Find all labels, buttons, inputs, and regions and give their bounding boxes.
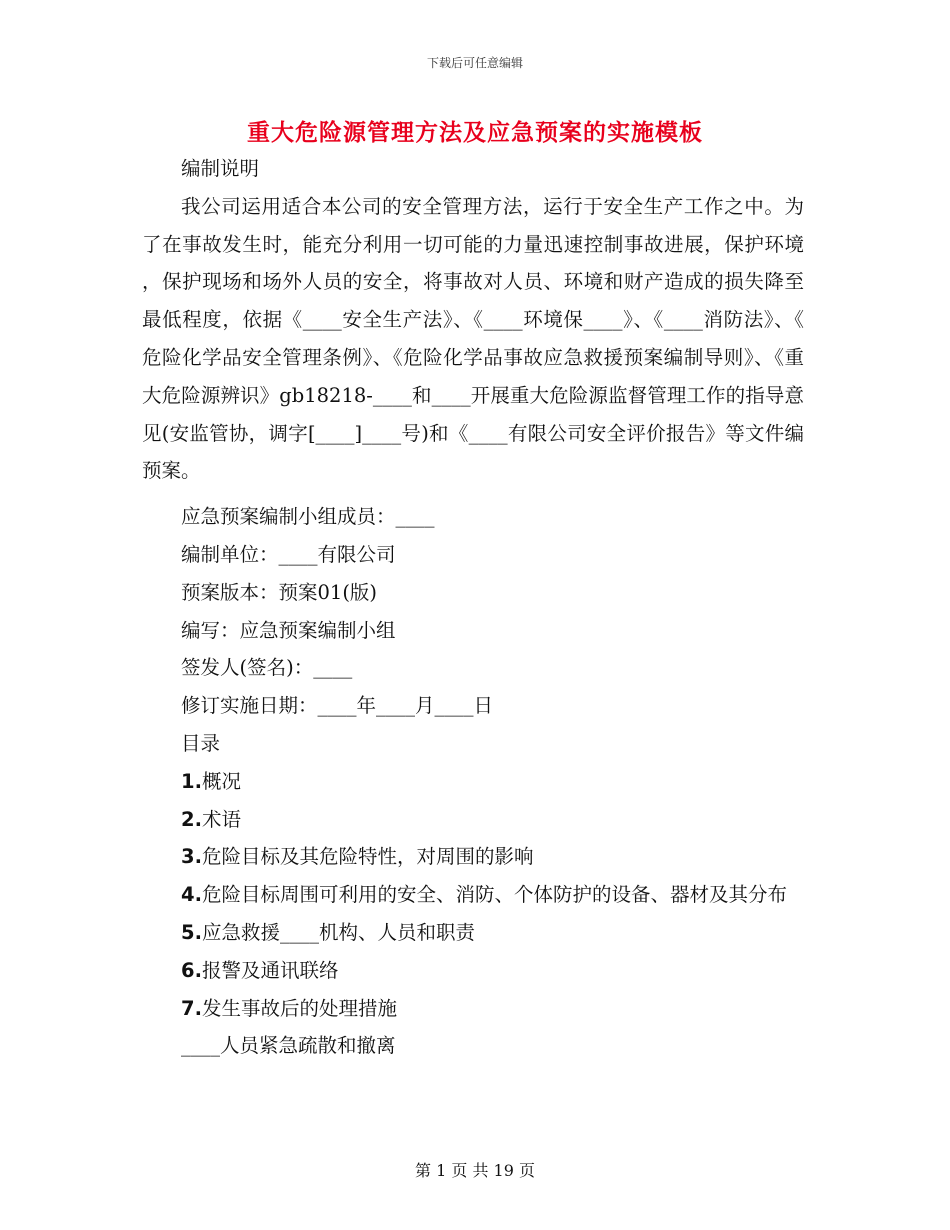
toc-item-number: 2. <box>181 807 202 831</box>
toc-label: 目录 <box>181 731 221 755</box>
toc-item-text: 概况 <box>201 769 241 793</box>
toc-item-text: 发生事故后的处理措施 <box>201 996 397 1020</box>
toc-item-number: 6. <box>181 958 202 982</box>
meta-unit: 编制单位：____有限公司 <box>181 542 396 566</box>
toc-item <box>142 876 804 914</box>
toc-item <box>142 952 804 990</box>
toc-item-text: 危险目标周围可利用的安全、消防、个体防护的设备、器材及其分布 <box>201 883 787 907</box>
toc-item-number: 3. <box>181 845 202 869</box>
toc-item <box>142 990 804 1028</box>
toc-item <box>142 763 804 801</box>
meta-version: 预案版本：预案01(版) <box>181 580 378 604</box>
intro-paragraph: 我公司运用适合本公司的安全管理方法，运行于安全生产工作之中。为了在事故发生时，能充分利用一切可能的力量迅速控制事故进展，保护环境，保护现场和场外人员的安全，将事故对人员、环境和财产造成的损失降至最低程度，依据《____安全生产法》、《____环境保____》、《____消防法》、《危险化学品安全管理条例》、《危险化学品事故应急救援预案编制导则》、《重大危险源辨识》gb18218-____和____开展重大危险源监督管理工作的指导意见(安监管协，调字[____]____号)和《____有限公司安全评价报告》等文件编预案。 <box>142 194 804 483</box>
header-note: 下载后可任意编辑 <box>426 56 523 70</box>
meta-signer: 签发人(签名)：____ <box>181 656 353 680</box>
meta-date: 修订实施日期：____年____月____日 <box>181 694 494 718</box>
toc-item-text: 危险目标及其危险特性，对周围的影响 <box>201 845 534 869</box>
toc-item <box>142 838 804 876</box>
toc-item-text: 报警及通讯联络 <box>201 958 339 982</box>
toc-item-text: 术语 <box>201 807 241 831</box>
meta-author: 编写：应急预案编制小组 <box>181 618 396 642</box>
toc-item-text: 应急救援____机构、人员和职责 <box>201 920 475 944</box>
toc-item-number: 7. <box>181 996 202 1020</box>
document-title: 重大危险源管理方法及应急预案的实施模板 <box>247 120 703 146</box>
toc-item <box>142 914 804 952</box>
section-label: 编制说明 <box>181 157 260 180</box>
toc-item <box>142 801 804 839</box>
meta-members: 应急预案编制小组成员：____ <box>181 505 435 529</box>
toc-item-number: 4. <box>181 883 202 907</box>
toc-item-number: 5. <box>181 920 202 944</box>
toc-item-number: 1. <box>181 769 202 793</box>
document-body <box>142 150 804 1065</box>
subsection-line: ____人员紧急疏散和撤离 <box>181 1034 396 1058</box>
page-number: 第 1 页 共 19 页 <box>415 1161 535 1180</box>
